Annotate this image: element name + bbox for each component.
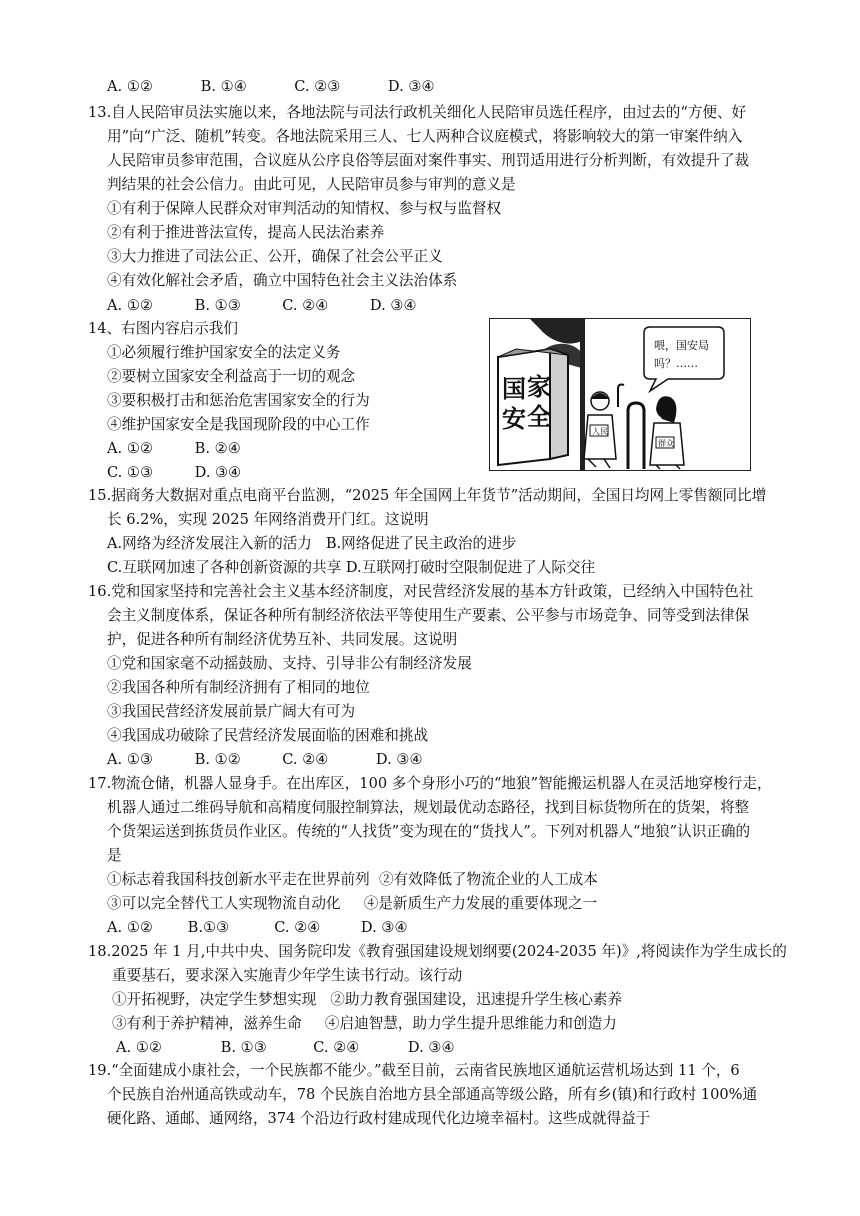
q16-item: ②我国各种所有制经济拥有了相同的地位 [107,679,370,696]
q14-item: ③要积极打击和惩治危害国家安全的行为 [107,392,370,409]
option-b: B. ①③ [194,297,241,314]
q13-item: ③大力推进了司法公正、公开，确保了社会公平正义 [107,248,443,265]
bubble-text: 喂，国安局 [654,339,709,352]
q14-item: ④维护国家安全是我国现阶段的中心工作 [107,416,370,433]
q16-stem-line: 会主义制度体系，保证各种所有制经济依法平等使用生产要素、公平参与市场竞争、同等受到法律保 [107,607,750,624]
q16-stem-line: 护，促进各种所有制经济优势互补、共同发展。这说明 [107,631,458,648]
q16-item: ④我国成功破除了民营经济发展面临的困难和挑战 [107,727,429,744]
option-b: B. ②④ [194,440,241,457]
option-a: A. ①② [107,297,153,314]
option-c: C. ②③ [294,78,341,95]
person-label: 人民 [592,427,608,436]
option-d: D. ③④ [387,78,435,95]
q16-stem-line: 16.党和国家坚持和完善社会主义基本经济制度，对民营经济发展的基本方针政策，已经纳入中国特色社 [88,583,754,600]
option-b: B. ①④ [200,78,247,95]
option-a: A. ①② [107,78,153,95]
cartoon-illustration [490,319,750,470]
q14-stem: 14、右图内容启示我们 [88,320,238,337]
q15-stem-line: 长 6.2%，实现 2025 年网络消费开门红。这说明 [107,511,429,528]
q15-stem-line: 15.据商务大数据对重点电商平台监测，“2025 年全国网上年货节”活动期间，全国日均网上零售额同比增 [88,487,767,504]
q19-stem-line: 19.“全面建成小康社会，一个民族都不能少。”截至目前，云南省民族地区通航运营机场达到 11 个，6 [88,1062,740,1079]
option-d: D. ③④ [369,297,417,314]
q16-item: ③我国民营经济发展前景广阔大有可为 [107,703,356,720]
option-b: B. ①③ [220,1039,267,1056]
sign-char: 安 [502,405,526,433]
q17-stem-line: 是 [107,847,122,864]
q18-stem-line: 重要基石，要求深入实施青少年学生读书行动。该行动 [112,967,463,984]
q16-item: ①党和国家毫不动摇鼓励、支持、引导非公有制经济发展 [107,655,472,672]
q13-stem-line: 人民陪审员参审范围，合议庭从公序良俗等层面对案件事实、刑罚适用进行分析判断，有效提升了裁 [107,152,750,169]
option-a: A. ①② [107,919,153,936]
option-d: D. ③④ [194,464,242,481]
q13-options [107,296,417,316]
q15-options-row2: C.互联网加速了各种创新资源的共享 D.互联网打破时空限制促进了人际交往 [107,559,596,576]
q14-options-row2 [107,463,241,483]
q19-stem-line: 硬化路、通邮、通网络，374 个沿边行政村建成现代化边境幸福村。这些成就得益于 [107,1110,651,1127]
q18-options [116,1038,455,1058]
option-a: A. ①② [107,440,153,457]
sign-char: 全 [527,403,551,431]
q15-options-row1: A.网络为经济发展注入新的活力 B.网络促进了民主政治的进步 [107,535,517,552]
q13-stem-line: 判结果的社会公信力。由此可见，人民陪审员参与审判的意义是 [107,176,516,193]
option-d: D. ③④ [407,1039,455,1056]
q14-item: ②要树立国家安全利益高于一切的观念 [107,368,356,385]
q17-options [107,918,408,938]
q18-items-row1: ①开拓视野，决定学生梦想实现 ②助力教育强国建设，迅速提升学生核心素养 [112,991,623,1008]
q13-item: ④有效化解社会矛盾，确立中国特色社会主义法治体系 [107,272,458,289]
option-d: D. ③④ [375,751,423,768]
option-c: C. ②④ [313,1039,360,1056]
q13-stem-line: 用”向“广泛、随机”转变。各地法院采用三人、七人两种合议庭模式，将影响较大的第一审案件纳入 [107,128,743,145]
option-d: D. ③④ [360,919,408,936]
option-c: C. ②④ [282,297,329,314]
q17-stem-line: 17.物流仓储，机器人显身手。在出库区，100 多个身形小巧的“地狼”智能搬运机器人在灵活地穿梭行走， [88,775,772,792]
sign-char: 家 [527,373,551,401]
q13-stem-line: 13.自人民陪审员法实施以来，各地法院与司法行政机关细化人民陪审员选任程序，由过去的“方便、好 [88,104,747,121]
q17-items-row1: ①标志着我国科技创新水平走在世界前列 ②有效降低了物流企业的人工成本 [107,871,598,888]
option-a: A. ①② [116,1039,162,1056]
option-c: C. ②④ [282,751,329,768]
q18-items-row2: ③有利于养护精神，滋养生命 ④启迪智慧，助力学生提升思维能力和创造力 [112,1015,617,1032]
q19-stem-line: 个民族自治州通高铁或动车，78 个民族自治地方县全部通高等级公路，所有乡(镇)和行政村 100%通 [107,1086,758,1103]
q16-options [107,750,423,770]
q14-item: ①必须履行维护国家安全的法定义务 [107,344,341,361]
q13-item: ①有利于保障人民群众对审判活动的知情权、参与权与监督权 [107,200,502,217]
q12-options [107,77,435,97]
q17-stem-line: 个货架运送到拣货员作业区。传统的“人找货”变为现在的“货找人”。下列对机器人“地狼”认识正确的 [107,823,751,840]
option-b: B. ①② [194,751,241,768]
q14-options-row1 [107,439,241,459]
q17-stem-line: 机器人通过二维码导航和高精度伺服控制算法，规划最优动态路径，找到目标货物所在的货架，将整 [107,799,750,816]
option-a: A. ①③ [107,751,153,768]
person-label: 群众 [658,439,674,448]
q17-items-row2: ③可以完全替代工人实现物流自动化 ④是新质生产力发展的重要体现之一 [107,895,598,912]
option-b: B.①③ [187,919,230,936]
q18-stem-line: 18.2025 年 1 月,中共中央、国务院印发《教育强国建设规划纲要(2024-2035 年)》,将阅读作为学生成长的 [88,943,787,960]
sign-char: 国 [502,375,526,403]
q13-item: ②有利于推进普法宣传，提高人民法治素养 [107,224,385,241]
national-security-cartoon [489,318,751,471]
bubble-text: 吗？…… [654,357,698,370]
option-c: C. ②④ [274,919,321,936]
option-c: C. ①③ [107,464,154,481]
